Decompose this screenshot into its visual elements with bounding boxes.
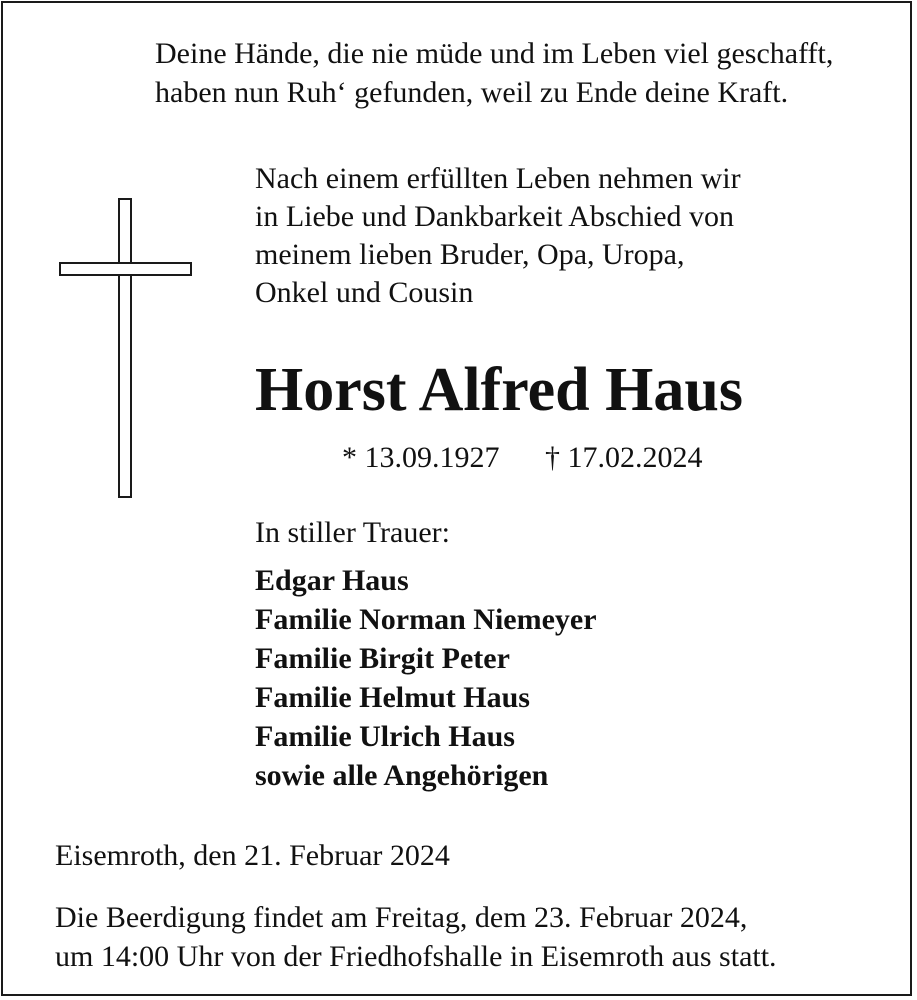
place-date: Eisemroth, den 21. Februar 2024: [55, 839, 450, 872]
mourner-name: Familie Norman Niemeyer: [255, 603, 597, 636]
funeral-line-2: um 14:00 Uhr von der Friedhofshalle in Eisemroth aus statt.: [55, 940, 777, 973]
mourner-name: Edgar Haus: [255, 564, 409, 597]
death-date: † 17.02.2024: [545, 441, 703, 474]
birth-date: * 13.09.1927: [342, 441, 500, 474]
intro-line-2: in Liebe und Dankbarkeit Abschied von: [255, 200, 735, 233]
mourner-name: sowie alle Angehörigen: [255, 759, 549, 792]
mourners-heading: In stiller Trauer:: [255, 516, 450, 549]
verse-line-1: Deine Hände, die nie müde und im Leben viel geschafft,: [155, 37, 834, 70]
mourner-name: Familie Ulrich Haus: [255, 720, 515, 753]
mourner-name: Familie Birgit Peter: [255, 642, 510, 675]
deceased-name: Horst Alfred Haus: [255, 356, 743, 424]
funeral-line-1: Die Beerdigung findet am Freitag, dem 23. Februar 2024,: [55, 901, 748, 934]
intro-line-4: Onkel und Cousin: [255, 276, 474, 309]
mourner-name: Familie Helmut Haus: [255, 681, 530, 714]
intro-line-1: Nach einem erfüllten Leben nehmen wir: [255, 162, 741, 195]
verse-line-2: haben nun Ruh‘ gefunden, weil zu Ende deine Kraft.: [155, 76, 789, 109]
intro-line-3: meinem lieben Bruder, Opa, Uropa,: [255, 238, 685, 271]
